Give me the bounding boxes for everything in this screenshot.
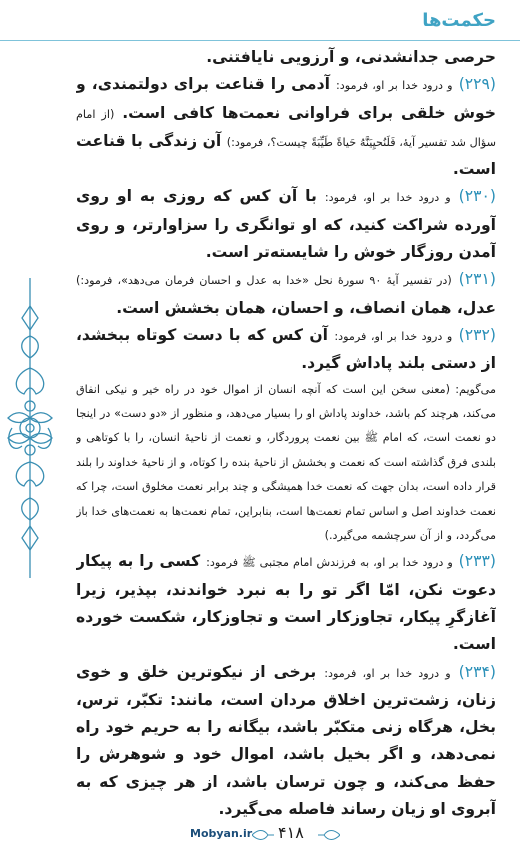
entry-text-2: آن زندگی با قناعت است. [76, 131, 496, 179]
hadith-number: (۲۳۰) [458, 187, 496, 206]
entry-text: آدمی را قناعت برای دولتمندی، و خوش خلقی برای فراوانی نعمت‌ها کافی است. [76, 75, 496, 122]
hadith-intro: و درود خدا بر او، فرمود: [324, 191, 451, 205]
entry-text: با آن کس که روزی به او روی آورده شراکت کنید، که او توانگری را سزاوارتر، و روی آمدن روزگار خوش را شایسته‌تر است. [76, 187, 496, 262]
page-header-title: حکمت‌ها [422, 10, 496, 31]
hadith-intro: و درود خدا بر او، فرمود: [334, 329, 453, 343]
entry-231 [76, 266, 496, 322]
hadith-intro: و درود خدا بر او، به فرزندش امام مجتبی ﷺ فرمود: [206, 556, 453, 570]
entry-aside: (از امام سؤال شد تفسیر آیهٔ، فَلَنُحیِیَنَّهُ حَیاةً طَیِّبَةً چیست؟، فرمود:) [76, 107, 496, 149]
entry-234 [76, 659, 496, 824]
header-divider [0, 40, 520, 41]
entry-232 [76, 322, 496, 378]
entry-0 [76, 44, 496, 71]
entry-text: برخی از نیکوترین خلق و خوی زنان، زشت‌ترین اخلاق مردان است، مانند: تکبّر، ترس، بخل، هرگاه زنی متکبّر باشد، بیگانه را به حریم خود راه نمی‌دهد، و اگر بخیل باشد، اموال خود و شوهرش را حفظ می‌کند، و چون ترسان باشد، از هر چیزی که به آبروی او زیان رساند فاصله می‌گیرد. [76, 662, 496, 819]
entry-text: کسی را به پیکار دعوت نکن، امّا اگر تو را به نبرد خواندند، بپذیر، زیرا آغازگرِ پیکار، تجاوزکار است و تجاوزکار، شکست خورده است. [76, 552, 496, 654]
side-ornament-icon [2, 278, 58, 578]
page-number: ۴۱۸ [278, 823, 304, 842]
footer-ornament-right-icon [318, 829, 340, 841]
hadith-intro: (در تفسیر آیهٔ ۹۰ سورهٔ نحل «خدا به عدل و احسان فرمان می‌دهد»، فرمود:) [76, 274, 452, 288]
entry-230 [76, 183, 496, 266]
entry-232-note [76, 378, 496, 549]
hadith-number: (۲۳۳) [458, 552, 496, 571]
hadith-number: (۲۳۲) [458, 325, 496, 344]
hadith-number: (۲۳۱) [458, 270, 496, 289]
entry-text: عدل، همان انصاف، و احسان، همان بخشش است. [116, 298, 496, 317]
hadith-number: (۲۲۹) [458, 75, 496, 94]
commentary-note: می‌گویم: (معنی سخن این است که آنچه انسان از اموال خود در راه خیر و نیکی انفاق می‌کند، هرچند کم باشد، خداوند پاداش او را بسیار می‌دهد، و منظور از «دو دست» در اینجا دو نعمت است، که امام ﷺ بین نعمت پروردگار، و نعمت از ناحیهٔ انسان، را با کوتاهی و بلندی فرق گذاشته است که نعمت و بخشش از ناحیهٔ بنده را کوتاه، و از ناحیهٔ خداوند را بلند قرار داده است، بدان جهت که نعمت خدا همیشگی و چند برابر نعمت مخلوق است، چرا که نعمت خداوند اصل و اساس تمام نعمت‌ها است، بنابراین، تمام نعمت‌ها به نعمت‌های خدا باز می‌گردد، و از آن سرچشمه می‌گیرد.) [76, 382, 496, 542]
hadith-intro: و درود خدا بر او، فرمود: [324, 666, 451, 680]
entry-233 [76, 548, 496, 658]
page-footer [0, 823, 520, 849]
entry-text: آن کس که با دست کوتاه ببخشد، از دستی بلند پاداش گیرد. [76, 325, 496, 373]
footer-ornament-left-icon [252, 829, 274, 841]
watermark: Mobyan.ir [190, 827, 253, 840]
entry-text: حرصی جدانشدنی، و آرزویی نایافتنی. [206, 48, 496, 66]
page-content [76, 44, 496, 824]
hadith-number: (۲۳۴) [458, 662, 496, 681]
hadith-intro: و درود خدا بر او، فرمود: [336, 79, 453, 93]
entry-229 [76, 71, 496, 183]
